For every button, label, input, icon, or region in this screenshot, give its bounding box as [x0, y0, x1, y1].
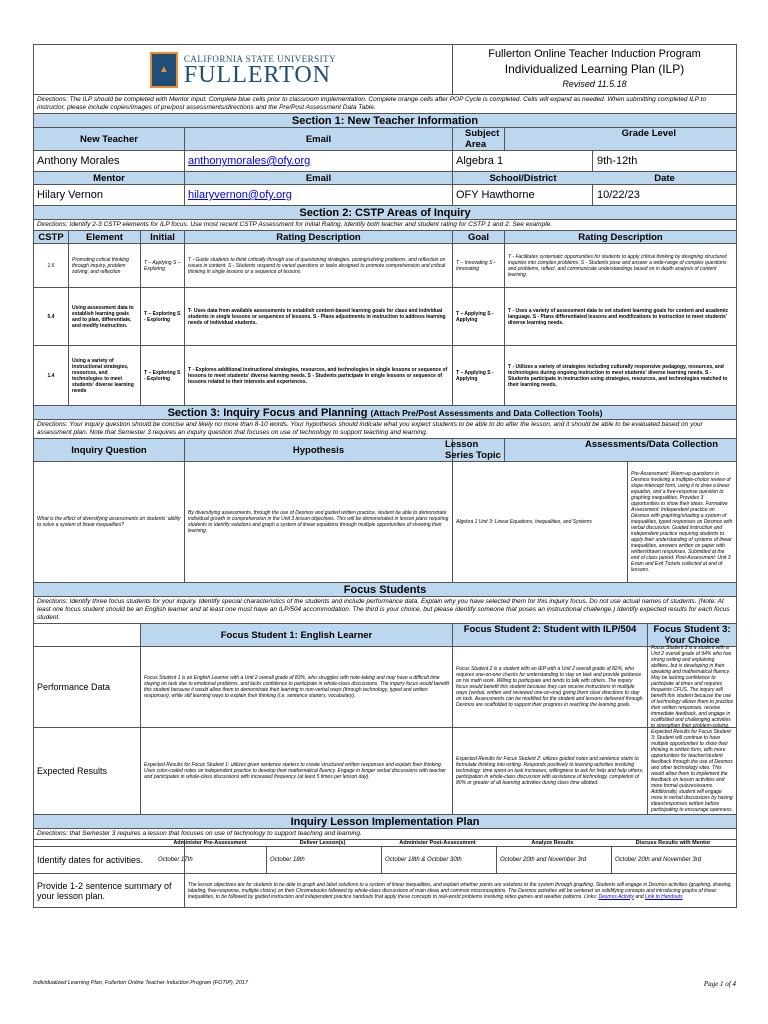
cstp-initial: T – Exploring S - Exploring [141, 346, 185, 406]
cstp-goal-desc: T - Utilizes a variety of strategies including culturally responsive pedagogy, resources, and technologies during ongoing instruction to meet students' diverse learning needs. S - Students participate in instruction using strategies, resources, and technologies matched to their learning needs. [505, 346, 737, 406]
focus-1-expected: Expected Results for Focus Student 1: utilizes given sentence starters to create structured written responses and explain their thinking. Uses color-coded notes on independent practice to develop their mathematical fluency. Engage in longer verbal discussions with teacher and participates in whole-class discussions with increased frequency (at least 5 times per lesson day). [141, 728, 453, 815]
date-discuss-results: October 20th and November 3rd [615, 856, 702, 863]
section2-title: Section 2: CSTP Areas of Inquiry [34, 206, 737, 220]
performance-data-label: Performance Data [34, 647, 141, 728]
cstp-initial-desc: T - Explores additional instructional strategies, resources, and technologies in single lessons or sequence of lessons to meet students' diverse learning needs. S - Students participate in single lessons or sequence of lessons related to their interests and experiences. [185, 346, 453, 406]
handouts-link[interactable]: Link to Handouts [645, 893, 683, 900]
cstp-element: Using assessment data to establish learning goals and to plan, differentiate, and modify instruction. [69, 288, 141, 346]
header-element: Element [69, 231, 141, 244]
header-email-2: Email [185, 172, 453, 185]
header-post-assessment: Administer Post-Assessment [399, 840, 476, 846]
header-subject-area: Subject Area [465, 128, 500, 150]
date-pre-assessment: October 17th [155, 847, 267, 873]
section1-title: Section 1: New Teacher Information [34, 114, 737, 128]
lesson-summary [185, 874, 737, 908]
header-initial: Initial [141, 231, 185, 244]
header-lesson-topic: Lesson Series Topic [445, 439, 501, 461]
header-mentor: Mentor [34, 172, 185, 185]
footer [33, 980, 736, 986]
desmos-activity-link[interactable]: Desmos Activity [598, 893, 634, 900]
implementation-title: Inquiry Lesson Implementation Plan [34, 815, 737, 829]
hypothesis: By diversifying assessments, through the use of Desmos and guided written practice, student be able to demonstrate individual growth in comprehension in the Unit 3 lesson objectives. This will be demonstrated in lesson plans requiring students to identify solutions and graph a system of linear equations through multiple opportunities of showing their learning. [185, 462, 453, 583]
focus-1-performance: Focus Student 1 is an English Learner with a Unit 2 overall grade of 83%, who struggles with note-taking and may have a difficult time staying on task due to emotional problems, and lacks confidence to participate in whole-class discussions. The inquiry focus would benefit this student because it would allow them to demonstrate their learning in non-verbal ways (through technology, typed and written responses), while still learning ways to explain their thinking (i.e. sentence starters, vocabulary). [141, 647, 453, 728]
header-deliver-lessons: Deliver Lesson(s) [299, 840, 346, 846]
header-analyze-results: Analyze Results [531, 840, 574, 846]
cstp-number: 5.4 [34, 288, 69, 346]
implementation-directions: Directions: that Semester 3 requires a lesson that focuses on use of technology to support teaching and learning. [34, 829, 737, 840]
summary-label: Provide 1-2 sentence summary of your lesson plan. [34, 874, 185, 908]
cstp-element: Promoting critical thinking through inquiry, problem solving, and reflection [69, 244, 141, 288]
teacher-name: Anthony Morales [34, 151, 185, 172]
header-assessments: Assessments/Data Collection [584, 439, 719, 450]
assessments: Pre-Assessment: Warm-up questions in Desmos involving a multiple-choice review of slope-intercept form, using it to draw a linear equation, and a free-response question to graphing inequalities. Provides 3 opportunities to show their ideas. Formative Assessment: Independent practice on Desmos with graphing/shading a system of inequalities, typed responses on Desmos with verbal discussion. Guided instruction and independent practice requiring students to apply their understanding of systems of linear inequalities, answers written on paper with written/drawn responses. Submitted at the end of class period. Post-Assessment: Unit 3 Exam and Exit Tickets collected at end of lessons. [631, 471, 733, 573]
teacher-email-link[interactable] [185, 151, 453, 172]
cstp-initial: T – Exploring S - Exploring [141, 288, 185, 346]
cstp-goal: T – Applying S - Applying [453, 288, 505, 346]
header-grade-level: Grade Level [621, 128, 677, 139]
cstp-number: 1.5 [34, 244, 69, 288]
header-focus-1: Focus Student 1: English Learner [141, 624, 453, 647]
header-goal: Goal [453, 231, 505, 244]
header-hypothesis: Hypothesis [185, 439, 453, 462]
summary-and: and [635, 893, 644, 900]
inquiry-question: What is the effect of diversifying assessments on students' ability to solve a system of linear inequalities? [34, 462, 185, 583]
header-discuss-results: Discuss Results with Mentor [635, 840, 711, 846]
date-post-assessment: October 18th & October 30th [382, 847, 497, 873]
lesson-topic: Algebra 1 Unit 3: Linear Equations, Inequalities, and Systems [453, 462, 628, 582]
header-date: Date [654, 172, 675, 184]
focus-2-expected: Expected Results for Focus Student 2: utilizes guided notes and sentence starts to formulate thinking into writing. Responds positively to learning activities involving technology: time spent on task increases, willingness to ask for help and help others, participation in whole-class discussion with assistance of technology, completion of 80% or greater of all learning activities during class time allotted. [453, 728, 648, 814]
logo-big-text: FULLERTON [183, 61, 331, 88]
cstp-goal: T – Innovating S - Innovating [453, 244, 505, 288]
cstp-initial-desc: T- Uses data from available assessments to establish content-based learning goals for class and individual students in single lessons or sequences of lessons. S - Plans adjustments in instruction to address learning needs of individual students. [185, 288, 453, 346]
focus-directions: Directions: Identify three focus students for your inquiry. Identify special characteristics of the students and include performance data. Explain why you have selected them for this inquiry focus. Do not use actual names of students. (Note: At least one focus student should be an English learner and at least one must have an ILP/504 accommodation. The third is your choice, but please identify someone that poses an instructional challenge.) Identify expected results for each focus student. [34, 597, 737, 624]
page-number: Page 1 of 4 [703, 980, 736, 988]
header-email: Email [185, 128, 453, 151]
mentor-email-link[interactable] [185, 185, 453, 206]
cstp-goal: T – Applying S - Applying [453, 346, 505, 406]
mentor-name: Hilary Vernon [34, 185, 185, 206]
cstp-goal-desc: T - Uses a variety of assessment data to set student learning goals for content and academic language. S - Plans differentiated lessons and modifications to instruction to meet students' diverse learning needs. [505, 288, 737, 346]
section3-title-note: (Attach Pre/Post Assessments and Data Collection Tools) [370, 407, 603, 418]
date-analyze-results: October 20th and November 3rd [497, 847, 612, 873]
header-school-district: School/District [489, 172, 557, 184]
header-new-teacher: New Teacher [34, 128, 185, 151]
ilp-table [33, 44, 737, 908]
grade-level: 9th-12th [597, 155, 638, 167]
footer-left: Individualized Learning Plan, Fullerton Online Teacher Induction Program (FOTIP), 2017 [33, 980, 249, 986]
directions-top: Directions: The ILP should be completed with Mentor input. Complete blue cells prior to classroom implementation. Complete orange cells after POP Cycle is completed. Cells will expand as needed. When submitting completed ILP to instructor, please include copies/images of pre/post assessments/directions and the Pre/Post Assessment Data Table. [34, 95, 737, 114]
revised-date: Revised 11.5.18 [562, 79, 627, 89]
cstp-element: Using a variety of instructional strategies, resources, and technologies to meet students' diverse learning needs [69, 346, 141, 406]
dates-label: Identify dates for activities. [34, 847, 185, 874]
cstp-row [34, 244, 737, 288]
plan-title: Individualized Learning Plan (ILP) [504, 62, 685, 76]
header-rating-description: Rating Description [185, 231, 453, 244]
logo-cell [34, 45, 453, 95]
date: 10/22/23 [597, 189, 640, 201]
subject-area: Algebra 1 [453, 151, 593, 171]
section3-title-cell [34, 406, 737, 420]
header-pre-assessment: Administer Pre-Assessment [173, 840, 247, 846]
cstp-row [34, 288, 737, 346]
csuf-seal-icon: ▲ [150, 52, 178, 88]
logo-small-text: CALIFORNIA STATE UNIVERSITY [183, 53, 337, 64]
section3-title: Section 3: Inquiry Focus and Planning [167, 406, 368, 419]
cstp-number: 1.4 [34, 346, 69, 406]
school-district: OFY Hawthorne [453, 185, 593, 205]
focus-2-performance: Focus Student 2 is a student with an IEP with a Unit 2 overall grade of 82%, who requires one-on-one checks for understanding to stay on task and provide guidance on his math work. Willing to participate and tends to talk with others. The inquiry focus would benefit this student because they can receive instructions in multiple ways (verbal, written and reviewed one-on-one) giving them clear directions to stay on task. Assessments can be modified for the student and lessons delivered through Desmos are scaffolded to support their progress in reaching the learning goals. [453, 647, 648, 727]
section3-directions: Directions: Your inquiry question should be concise and likely no more than 8-10 words. Your hypothesis should indicate what you expect students to be able to do after the lesson, and it should be able to be evaluated based on your assessment plan. Note that Semester 3 requires an inquiry question that focuses on use of technology to support teaching and learning. [34, 420, 737, 439]
focus-3-expected: Expected Results for Focus Student 3: Student will continue to have multiple opportunities to show their thinking in written form, with more opportunities for teacher/student feedback through the use of Desmos and other technology sites. This would allow them to implement the feedback on lesson activities and more formal quizzes/exams. Additionally, student will engage more in verbal discussions by having ideas/responses written before participating to encourage openness. [651, 729, 734, 813]
focus-title: Focus Students [34, 583, 737, 597]
cstp-initial-desc: T - Guide students to think critically through use of questioning strategies, posing/solving problems, and reflection on issues in content. S - Students respond to varied questions or tasks designed to promote comprehension and critical thinking in single lessons or a sequence of lessons. [185, 244, 453, 288]
mentor-email[interactable]: hilaryvernon@ofy.org [188, 189, 292, 201]
ilp-document [33, 44, 736, 908]
cstp-initial: T – Applying S – Exploring [141, 244, 185, 288]
section2-directions: Directions: Identify 2-3 CSTP elements for ILP focus. Use most recent CSTP Assessment for Initial Rating. Identify both teacher and student rating for CSTP 1 and 2. See example. [34, 220, 737, 231]
header-focus-2: Focus Student 2: Student with ILP/504 [453, 624, 648, 646]
header-focus-3: Focus Student 3: Your Choice [653, 624, 731, 646]
header-rating-description-2: Rating Description [505, 231, 737, 244]
header-inquiry-question: Inquiry Question [34, 439, 185, 462]
summary-text: The lesson objectives are for students to be able to graph and label solutions to a system of linear inequalities, and explain whether points are solutions to the system through graphing. Students will engage in Desmos activities (graphing, drawing, labeling, free-response, multiple choice) on their Chromebooks followed by whole-class discussions of main ideas and common misconceptions. The Desmos activities will be centered on solidifying concepts and introducing graphs of linear inequalities, to be followed by guided instruction and independent practice handouts that apply these concepts to real-world problems involving video games and weather patterns. Links: [188, 881, 732, 900]
program-title: Fullerton Online Teacher Induction Program [488, 48, 701, 60]
cstp-row [34, 346, 737, 406]
title-cell [453, 45, 737, 95]
cstp-goal-desc: T - Facilitates systematic opportunities for students to apply critical thinking by designing structured inquiries into complex problems. S - Students pose and answer a wide-range of complex questions and problems, reflect, and communicate understandings based on in depth analysis of content learning. [505, 244, 737, 288]
header-cstp: CSTP [34, 231, 69, 244]
date-deliver-lessons: October 18th [267, 847, 382, 873]
teacher-email[interactable]: anthonymorales@ofy.org [188, 155, 311, 167]
focus-3-performance: Focus Student 3 is a student with a Unit 2 overall grade of 94% who has strong writing and explaining abilities, but is developing in their speaking and mathematical fluency. May be lacking confidence to participate at times and requires frequents CFUS. The inquiry will benefit this student because the use of technology allows them to practice their written responses, receive immediate feedback, and engage in scaffolded and challenging activities to strengthen their problem-solving. [651, 645, 733, 729]
expected-results-label: Expected Results [34, 728, 141, 815]
